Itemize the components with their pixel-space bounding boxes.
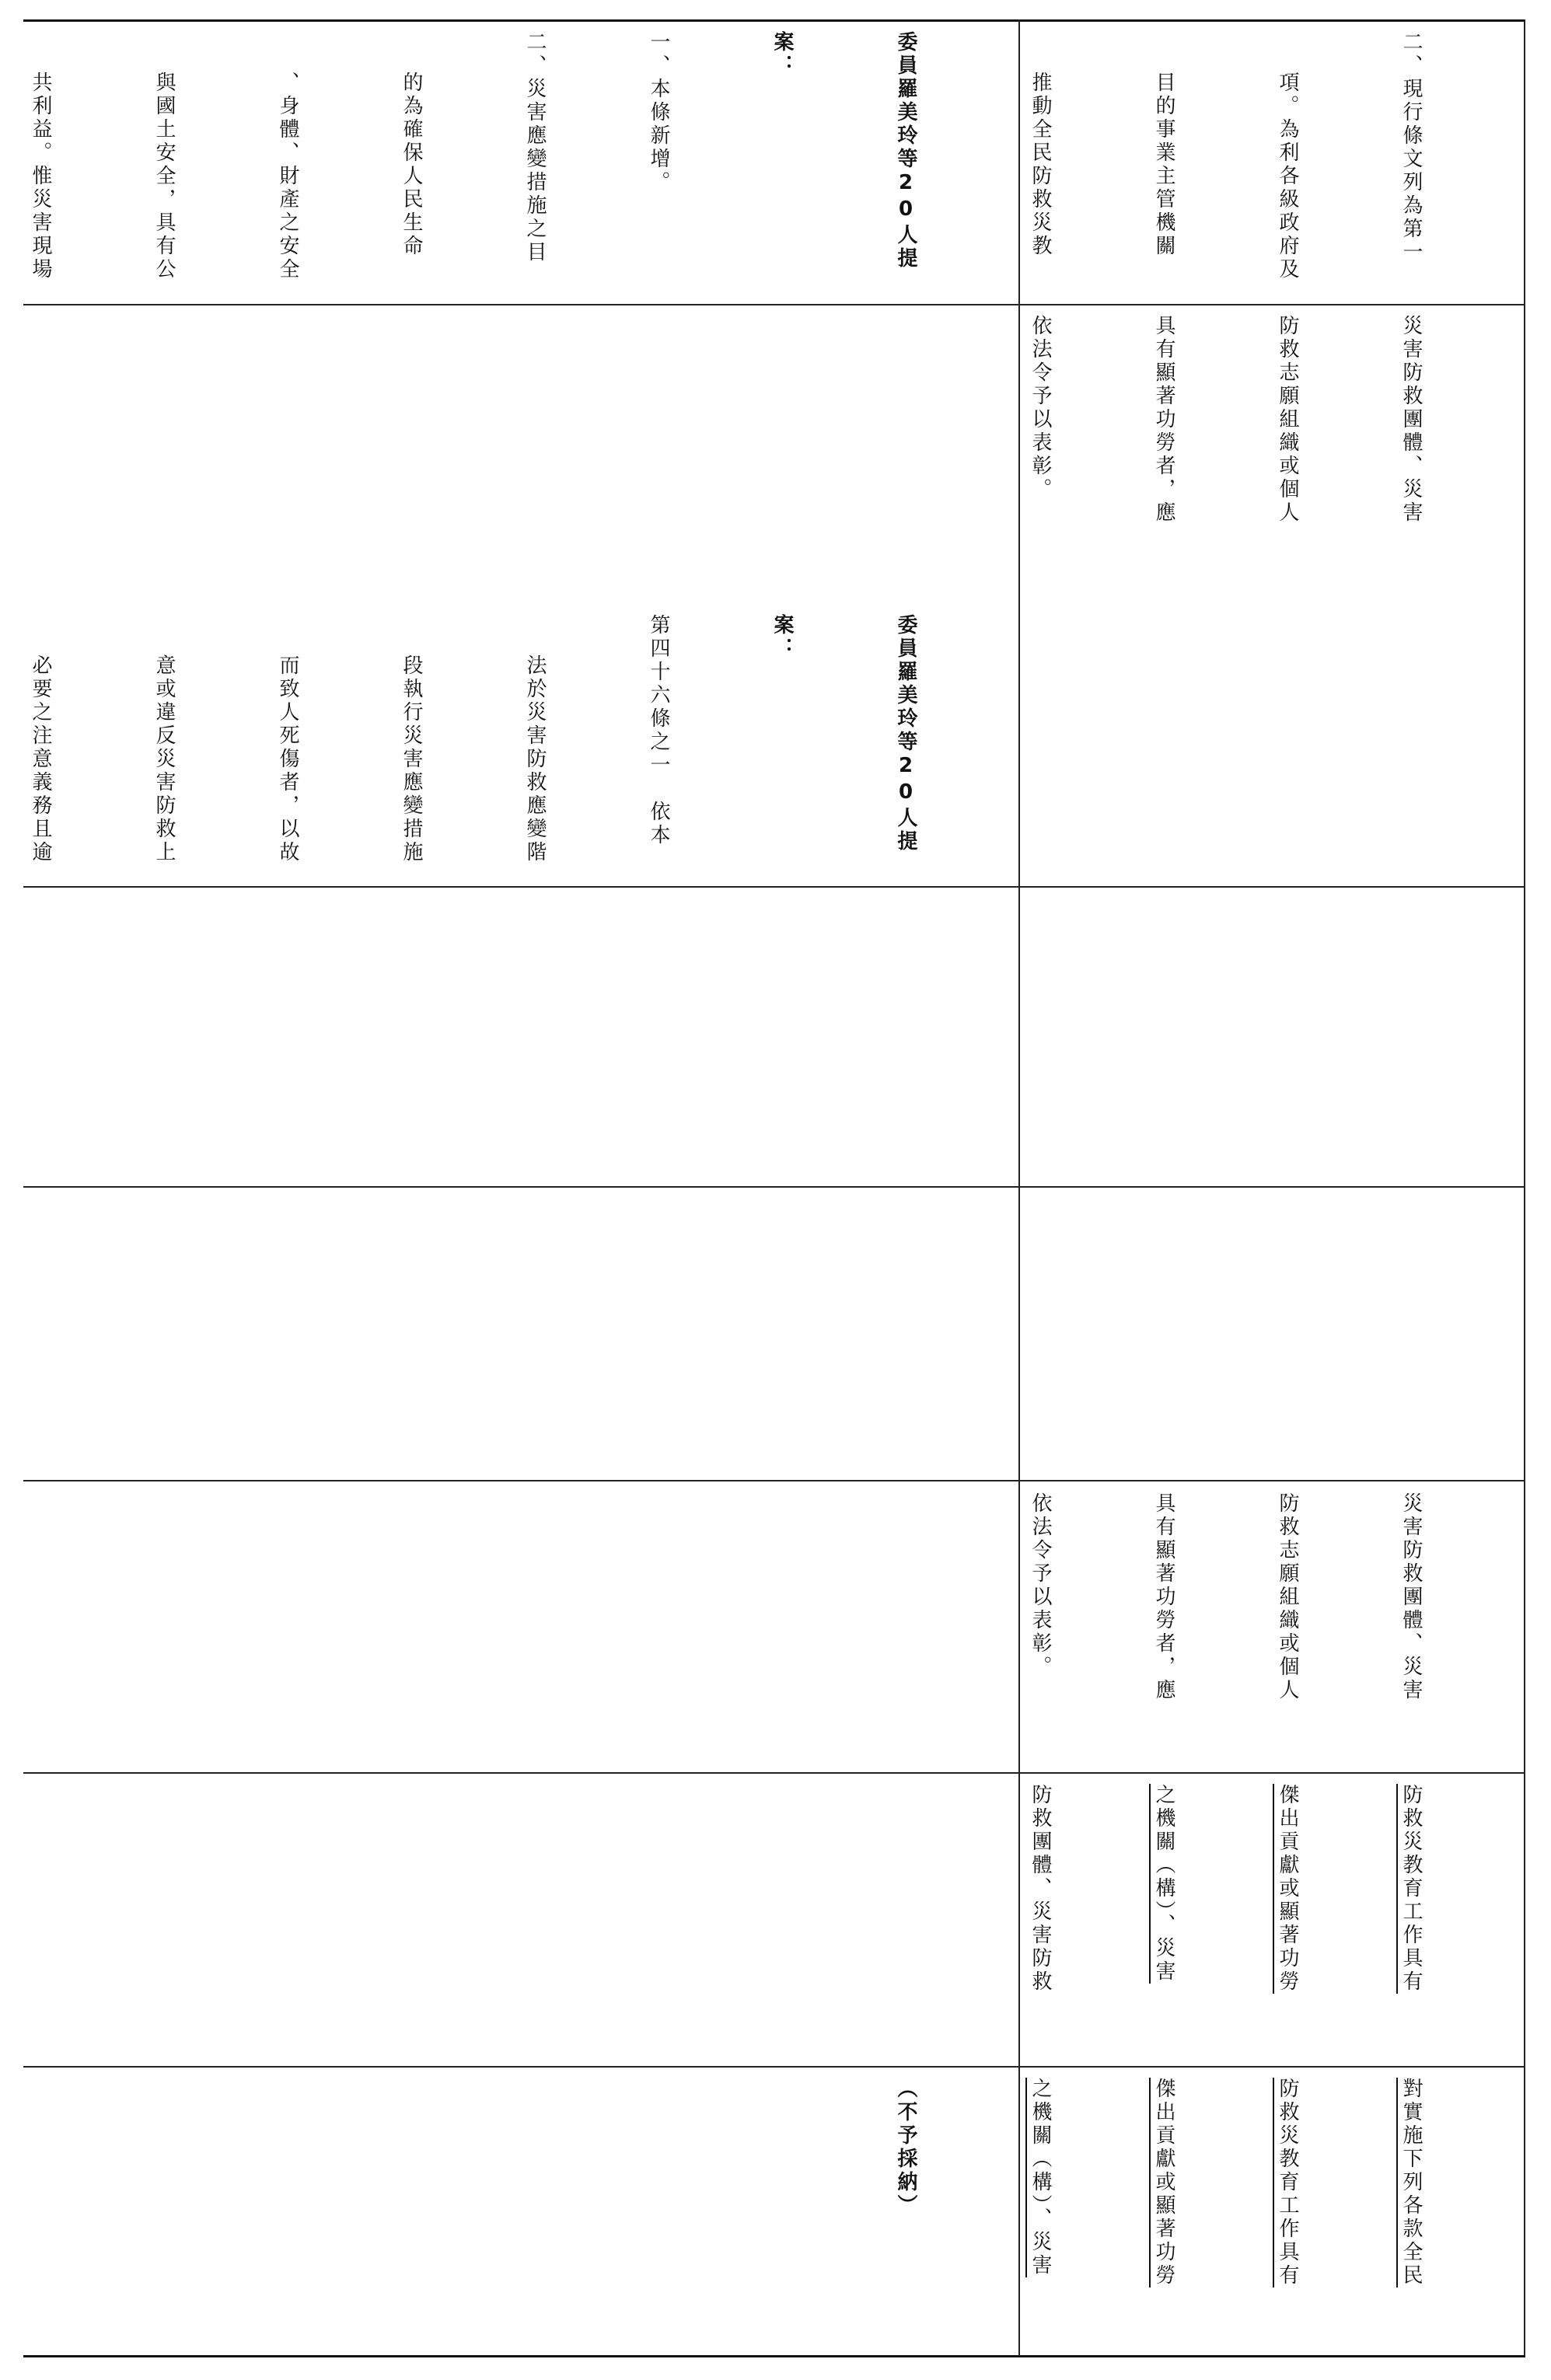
row-divider	[23, 1772, 1525, 1774]
clause-cell-row2-col5: 委員羅美玲等20人提 案： 第四十六條之一 依本 法於災害防救應變階 段執行災害應變措施 而致人死傷者，以故 意或違反災害防救上 必要之注意義務且逾	[29, 614, 917, 864]
row-divider	[23, 2066, 1525, 2068]
clause-cell-row1-col1: 對實施下列各款全民 防救災教育工作具有 傑出貢獻或顯著功勞 之機關（構）、災害	[1029, 2078, 1423, 2288]
table-top-border	[23, 19, 1525, 22]
clause-cell-row1-col6: 災害防救團體、災害 防救志願組織或個人 具有顯著功勞者，應 依法令予以表彰。	[1029, 315, 1423, 525]
row-divider	[23, 886, 1525, 888]
table-right-border	[1524, 19, 1525, 2356]
clause-cell-row2-col1: （不予採納）	[894, 2078, 917, 2218]
row-divider	[23, 1480, 1525, 1481]
clause-cell-row1-col7: 二、現行條文列為第一 項。為利各級政府及 目的事業主管機關 推動全民防救災教	[1029, 31, 1423, 281]
row-divider	[23, 1186, 1525, 1188]
clause-cell-row2-col7: 委員羅美玲等20人提 案： 一、本條新增。 二、災害應變措施之目 的為確保人民生命 、身體、財產之安全 與國土安全，具有公 共利益。惟災害現場	[29, 31, 917, 281]
row-divider	[23, 304, 1525, 305]
clause-cell-row1-col2: 防救災教育工作具有 傑出貢獻或顯著功勞 之機關（構）、災害 防救團體、災害防救	[1029, 1784, 1423, 1994]
column-divider	[1018, 19, 1020, 2356]
clause-cell-row1-col3: 災害防救團體、災害 防救志願組織或個人 具有顯著功勞者，應 依法令予以表彰。	[1029, 1492, 1423, 1702]
table-bottom-border	[23, 2355, 1525, 2357]
